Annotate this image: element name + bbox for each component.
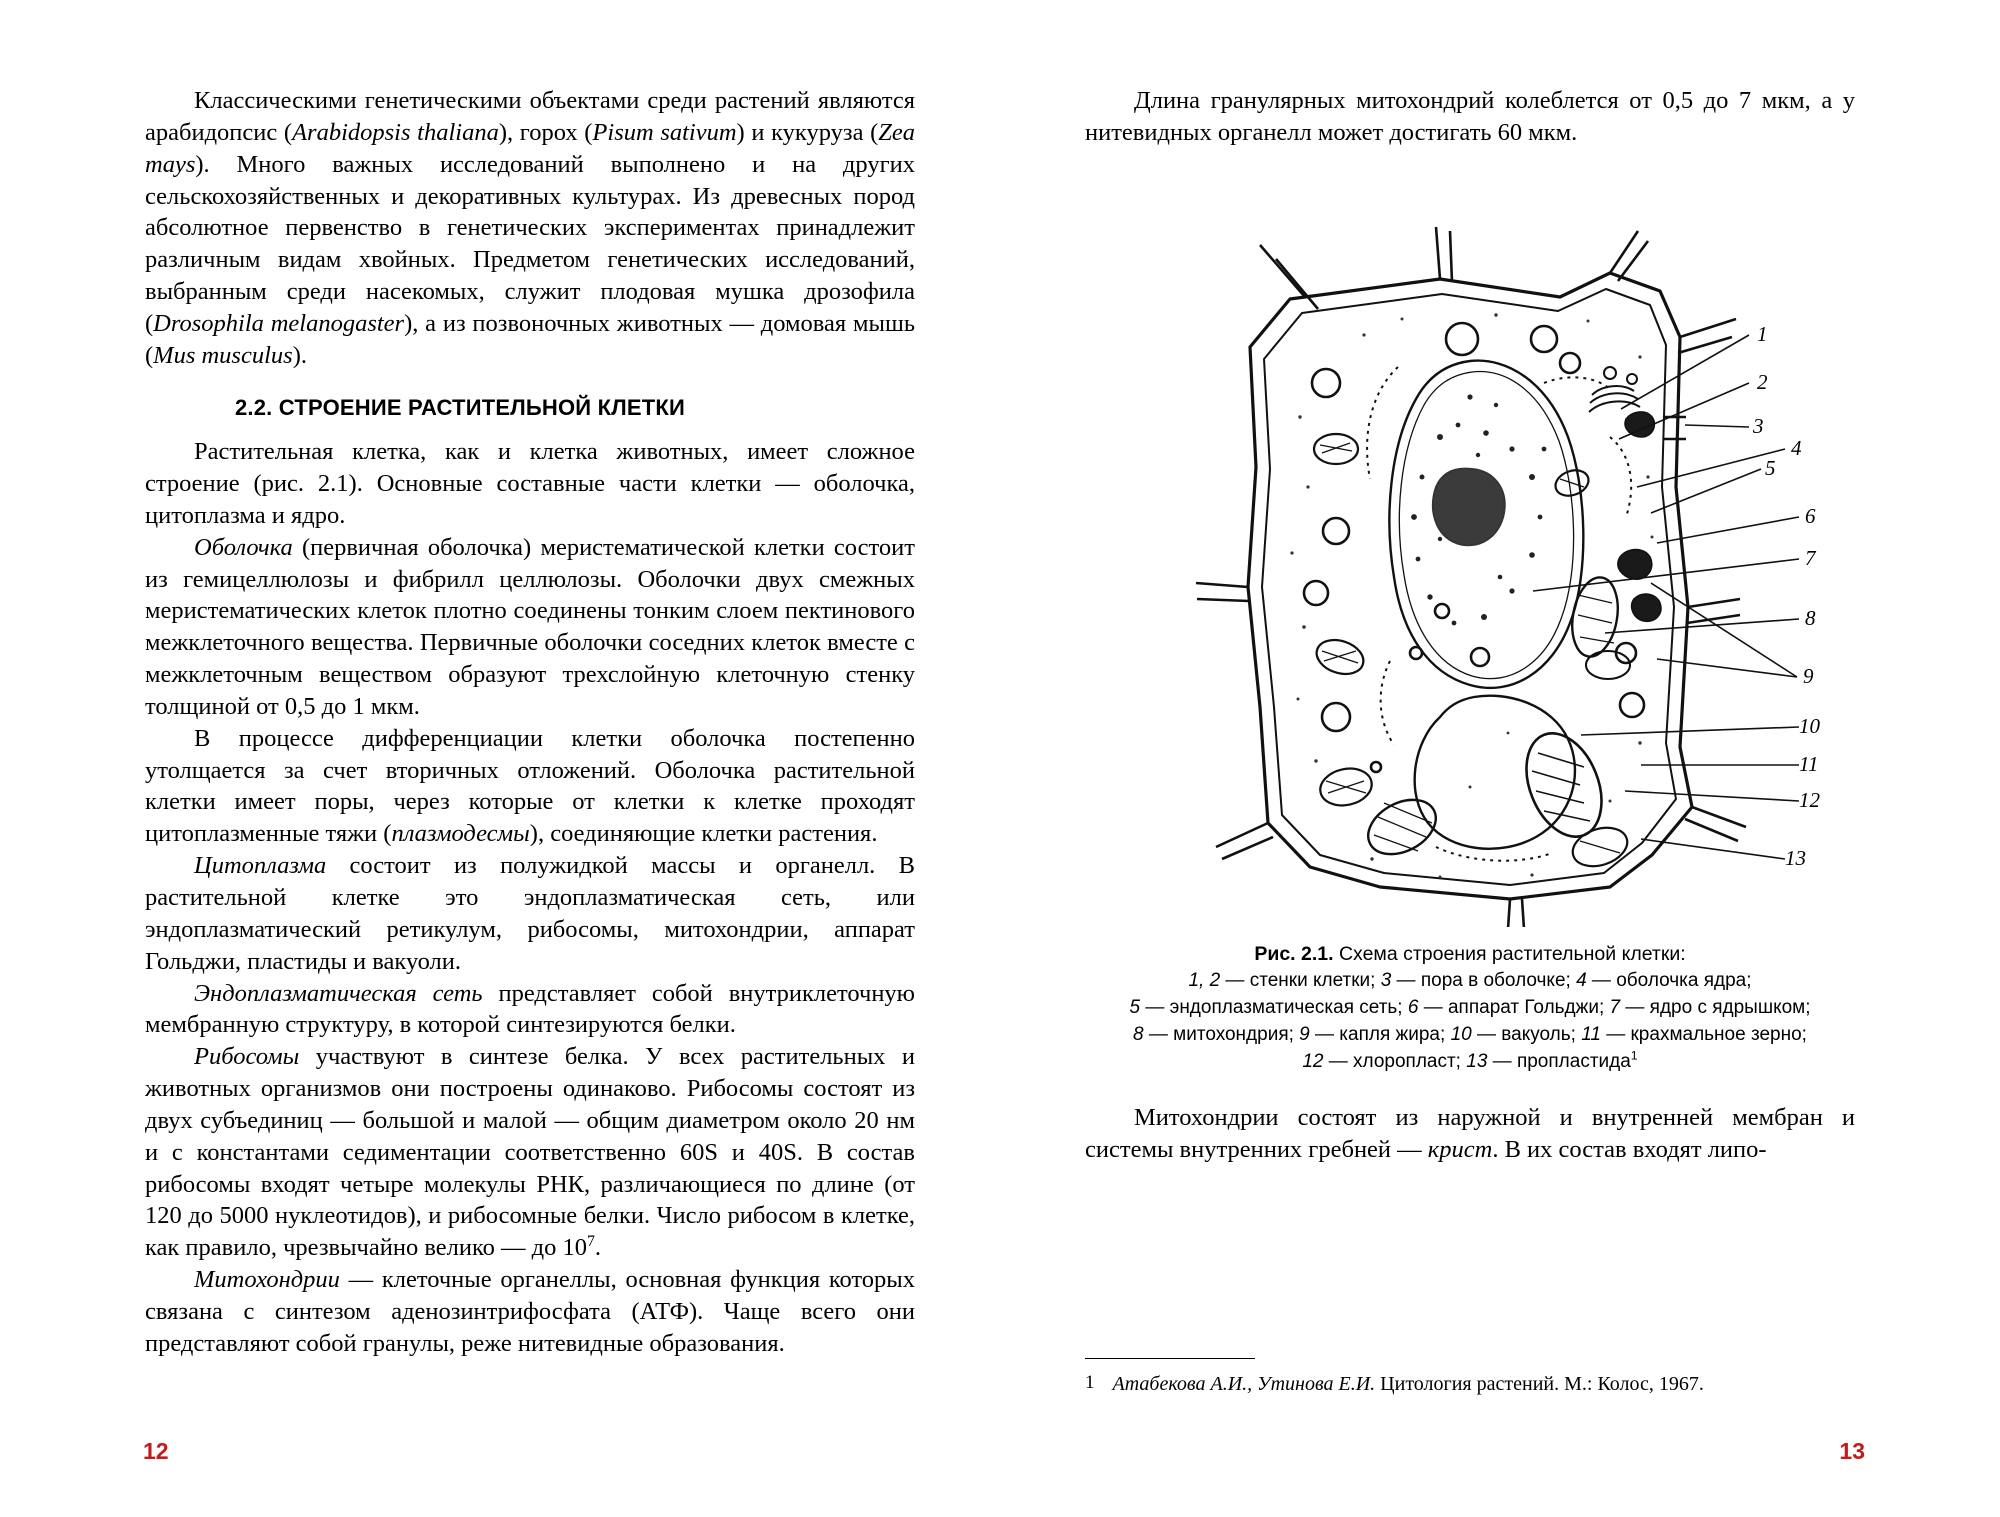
paragraph-after-figure: Митохондрии состоят из наружной и внутренней мембран и системы внутренних гребней — крист. В их состав входят липо- xyxy=(1085,1104,1855,1164)
callout-4: 4 xyxy=(1791,435,1802,460)
footnote-marker: 1 xyxy=(1085,1372,1095,1393)
callout-11: 11 xyxy=(1799,751,1819,776)
callout-6: 6 xyxy=(1805,503,1816,528)
callout-13: 13 xyxy=(1785,845,1806,870)
paragraph-mitochondria: Митохондрии — клеточные органеллы, основная функция которых связана с синтезом аденозинтрифосфата (АТФ). Чаще всего они представляют собой гранулы, реже нитевидные образования. xyxy=(145,1266,915,1357)
paragraph-cell-structure: Растительная клетка, как и клетка животных, имеет сложное строение (рис. 2.1). Основные составные части клетки — оболочка, цитоплазма и ядро. xyxy=(145,438,915,529)
paragraph-er: Эндоплазматическая сеть представляет собой внутриклеточную мембранную структуру, в которой синтезируются белки. xyxy=(145,979,915,1039)
callout-7: 7 xyxy=(1805,545,1816,570)
page-number-right: 13 xyxy=(1839,1438,1865,1464)
paragraph-membrane: Оболочка (первичная оболочка) меристематической клетки состоит из гемицеллюлозы и фибрилл целлюлозы. Оболочки двух смежных меристематических клеток плотно соединены тонким слоем пектинового межклеточного вещества. Первичные оболочки соседних клеток вместе с межклеточным веществом образуют трехслойную клеточную стенку толщиной от 0,5 до 1 мкм. xyxy=(145,533,915,720)
figure-caption xyxy=(1085,941,1855,1077)
section-heading: 2.2. СТРОЕНИЕ РАСТИТЕЛЬНОЙ КЛЕТКИ xyxy=(235,394,686,420)
left-text-column xyxy=(145,85,915,1360)
callout-8: 8 xyxy=(1805,605,1816,630)
figure-plant-cell-diagram xyxy=(1085,187,1855,927)
right-text-column xyxy=(1085,85,1855,1166)
callout-9: 9 xyxy=(1803,663,1814,688)
figure-caption-text: Схема строения растительной клетки: xyxy=(1338,942,1686,965)
paragraph-mitochondria-length: Длина гранулярных митохондрий колеблется от 0,5 до 7 мкм, а у нитевидных органелл может достигать 60 мкм. xyxy=(1085,87,1855,146)
paragraph-ribosomes: Рибосомы участвуют в синтезе белка. У всех растительных и животных организмов они построены одинаково. Рибосомы состоят из двух субъединиц — большой и малой — общим диаметром около 20 нм и с константами седиментации соответственно 60S и 40S. В состав рибосомы входят четыре молекулы РНК, различающиеся по длине (от 120 до 5000 нуклеотидов), и рибосомные белки. Число рибосом в клетке, как правило, чрезвычайно велико — до $10^7$. xyxy=(145,1043,915,1262)
callout-5: 5 xyxy=(1765,455,1776,480)
footnote-text: Атабекова А.И., Утинова Е.И. Цитология растений. М.: Колос, 1967. xyxy=(1112,1373,1704,1395)
footnote xyxy=(1085,1371,1855,1397)
callout-1: 1 xyxy=(1757,321,1768,346)
callout-10: 10 xyxy=(1799,713,1820,738)
page-number-left: 12 xyxy=(143,1438,169,1464)
callout-12: 12 xyxy=(1799,787,1820,812)
callout-3: 3 xyxy=(1753,413,1764,438)
plant-cell-schematic-svg xyxy=(1085,187,1855,927)
paragraph-differentiation: В процессе дифференциации клетки оболочка постепенно утолщается за счет вторичных отложений. Оболочка растительной клетки имеет поры, через которые от клетки к клетке проходят цитоплазменные тяжи (плазмодесмы), соединяющие клетки растения. xyxy=(145,724,915,848)
page-right xyxy=(1000,0,2000,1517)
figure-caption-title: Рис. 2.1. xyxy=(1254,942,1334,965)
paragraph-cytoplasm: Цитоплазма состоит из полужидкой массы и органелл. В растительной клетке это эндоплазматическая сеть, или эндоплазматический ретикулум, рибосомы, митохондрии, аппарат Гольджи, пластиды и вакуоли. xyxy=(145,852,915,975)
callout-2: 2 xyxy=(1757,369,1768,394)
figure-legend: 1, 2 — стенки клетки; 3 — пора в оболочке; 4 — оболочка ядра; 5 — эндоплазматическая сеть; 6 — аппарат Гольджи; 7 — ядро с ядрышком; 8 — митохондрия; 9 — капля жира; 10 — вакуоль; 11 — крахмальное зерно; 12 — хлоропласт; 13 — пропластида$^1$ xyxy=(1129,970,1811,1073)
footnote-area xyxy=(1085,1358,1855,1397)
paragraph-intro: Классическими генетическими объектами среди растений являются арабидопсис (Arabidopsis thaliana), горох (Pisum sativum) и кукуруза (Zea mays). Много важных исследований выполнено и на других сельскохозяйственных и декоративных культурах. Из древесных пород абсолютное первенство в генетических экспериментах принадлежит различным видам хвойных. Предметом генетических исследований, выбранным среди насекомых, служит плодовая мушка дрозофила (Drosophila melanogaster), а из позвоночных животных — домовая мышь (Mus musculus). xyxy=(145,87,916,369)
footnote-rule xyxy=(1085,1358,1255,1359)
